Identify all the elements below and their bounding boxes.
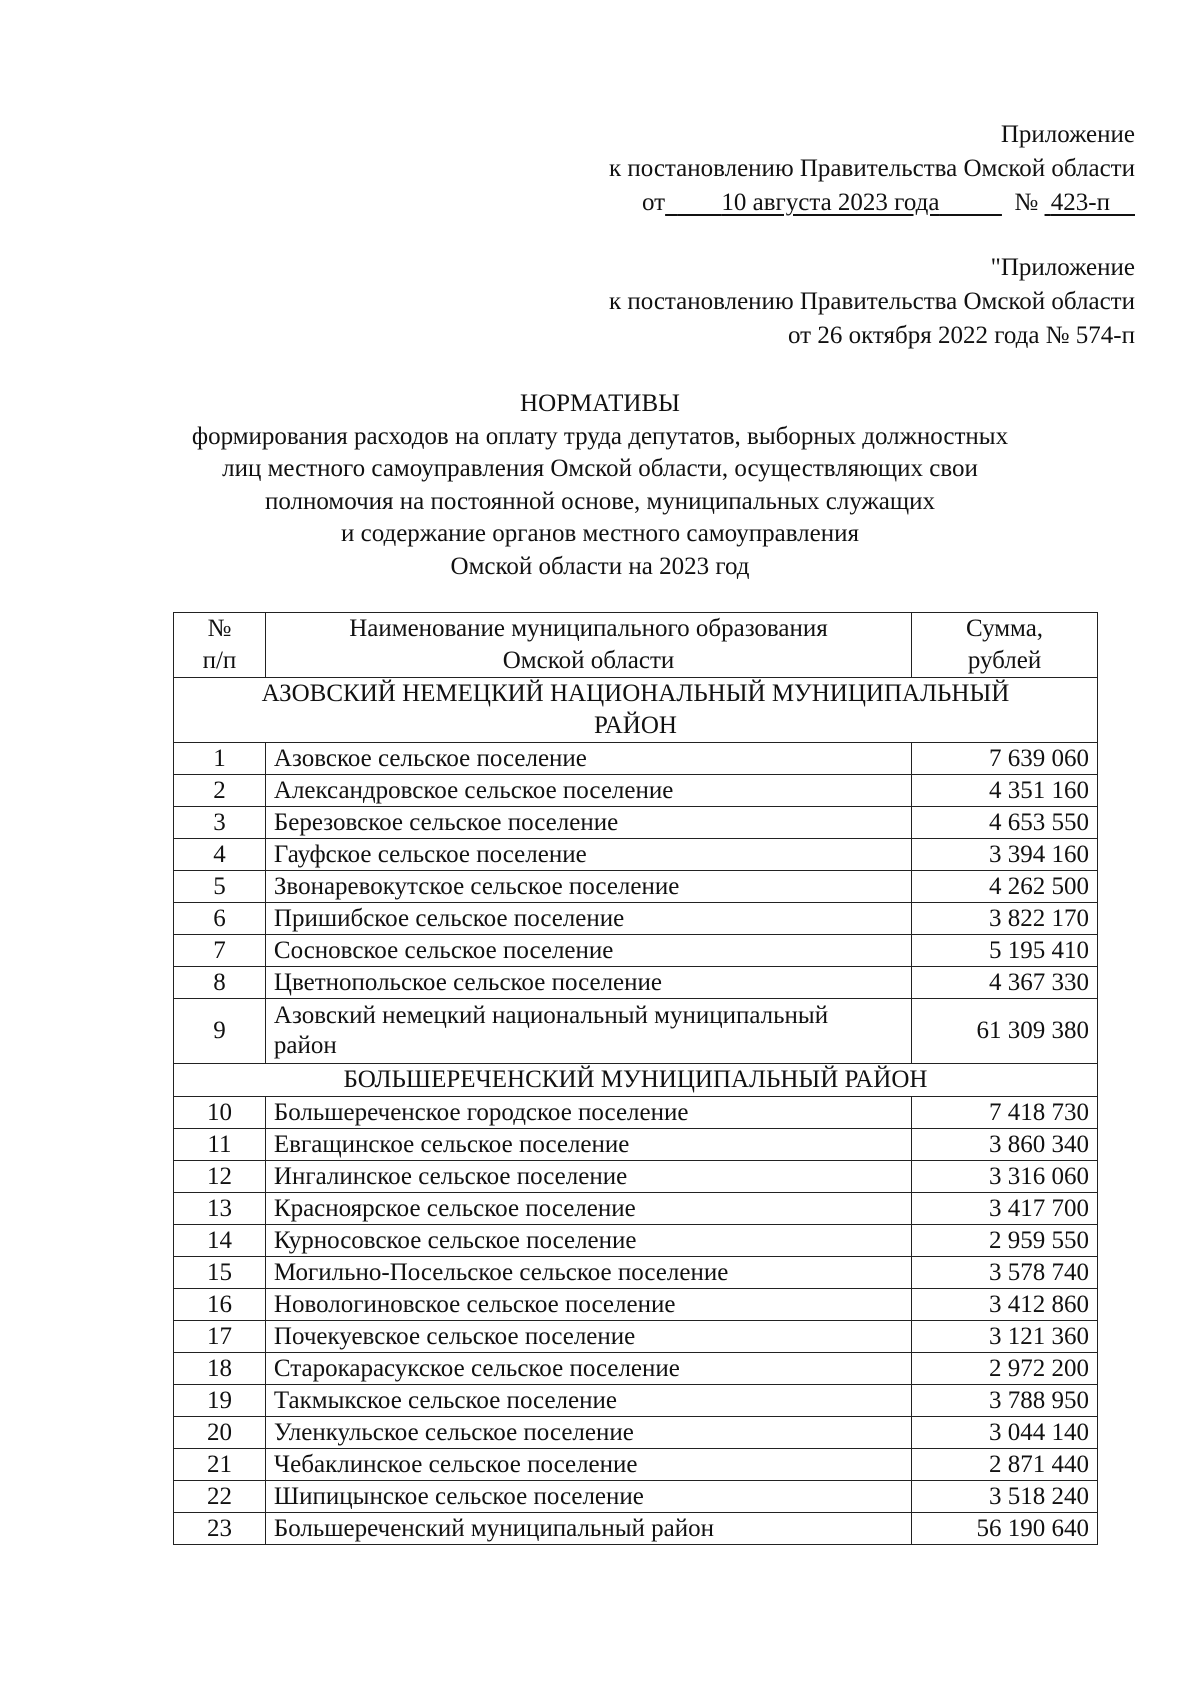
annex-title-quoted: "Приложение: [990, 254, 1135, 281]
table-row: 14 Курносовское сельское поселение 2 959 550: [174, 1225, 1098, 1257]
annex-current-header: [609, 118, 1135, 220]
section-row: [174, 1064, 1098, 1097]
table-row: 15 Могильно-Посельское сельское поселение 3 578 740: [174, 1257, 1098, 1289]
document-title: [140, 388, 1060, 583]
norms-table: [173, 612, 1098, 1545]
title-line: лиц местного самоуправления Омской области, осуществляющих свои: [222, 455, 978, 482]
table-row: 4 Гауфское сельское поселение 3 394 160: [174, 839, 1098, 871]
table-row: 10 Большереченское городское поселение 7 418 730: [174, 1097, 1098, 1129]
annex-title: Приложение: [1000, 121, 1135, 148]
number-label: №: [1014, 189, 1039, 216]
table-row: 12 Ингалинское сельское поселение 3 316 060: [174, 1161, 1098, 1193]
title-line: Омской области на 2023 год: [450, 552, 750, 580]
header-sum: Сумма, рублей: [912, 613, 1098, 678]
annex-date-line: [609, 186, 1135, 220]
table-row: 8 Цветнопольское сельское поселение 4 367 330: [174, 967, 1098, 999]
table-row: 13 Красноярское сельское поселение 3 417 700: [174, 1193, 1098, 1225]
table-row: 16 Новологиновское сельское поселение 3 412 860: [174, 1289, 1098, 1321]
title-line: полномочия на постоянной основе, муниципальных служащих: [264, 487, 936, 515]
section-title: БОЛЬШЕРЕЧЕНСКИЙ МУНИЦИПАЛЬНЫЙ РАЙОН: [174, 1064, 1098, 1097]
table-row: 17 Почекуевское сельское поселение 3 121 360: [174, 1321, 1098, 1353]
table-row: 6 Пришибское сельское поселение 3 822 170: [174, 903, 1098, 935]
annex-resolution-line: к постановлению Правительства Омской области: [608, 288, 1135, 315]
table-row: 18 Старокарасукское сельское поселение 2 972 200: [174, 1353, 1098, 1385]
header-num: № п/п: [174, 613, 266, 678]
table-row: 11 Евгащинское сельское поселение 3 860 340: [174, 1129, 1098, 1161]
table-row: 3 Березовское сельское поселение 4 653 550: [174, 807, 1098, 839]
table-row: 19 Такмыкское сельское поселение 3 788 950: [174, 1385, 1098, 1417]
table-row: 9 Азовский немецкий национальный муниципальный район 61 309 380: [174, 999, 1098, 1064]
header-name: Наименование муниципального образования Омской области: [265, 613, 911, 678]
from-label: от: [642, 189, 666, 216]
resolution-date: 10 августа 2023 года: [721, 189, 940, 216]
section-row: [174, 678, 1098, 743]
table-row: 1 Азовское сельское поселение 7 639 060: [174, 743, 1098, 775]
annex-date-number-line: от 26 октября 2022 года № 574-п: [787, 322, 1135, 349]
table-header-row: [174, 613, 1098, 678]
resolution-number: 423-п: [1050, 189, 1110, 216]
section-title: АЗОВСКИЙ НЕМЕЦКИЙ НАЦИОНАЛЬНЫЙ МУНИЦИПАЛЬНЫЙ РАЙОН: [174, 678, 1098, 743]
table-row: 7 Сосновское сельское поселение 5 195 410: [174, 935, 1098, 967]
annex-resolution-line: к постановлению Правительства Омской области: [608, 155, 1135, 182]
title-heading: НОРМАТИВЫ: [520, 390, 680, 417]
table-row: 22 Шипицынское сельское поселение 3 518 240: [174, 1481, 1098, 1513]
title-line: и содержание органов местного самоуправления: [340, 520, 860, 547]
table-row: 23 Большереченский муниципальный район 56 190 640: [174, 1513, 1098, 1545]
title-line: формирования расходов на оплату труда депутатов, выборных должностных: [191, 422, 1009, 450]
table-row: 5 Звонаревокутское сельское поселение 4 262 500: [174, 871, 1098, 903]
table-row: 2 Александровское сельское поселение 4 351 160: [174, 775, 1098, 807]
table-row: 21 Чебаклинское сельское поселение 2 871 440: [174, 1449, 1098, 1481]
annex-previous-header: [609, 251, 1135, 353]
table-row: 20 Уленкульское сельское поселение 3 044 140: [174, 1417, 1098, 1449]
